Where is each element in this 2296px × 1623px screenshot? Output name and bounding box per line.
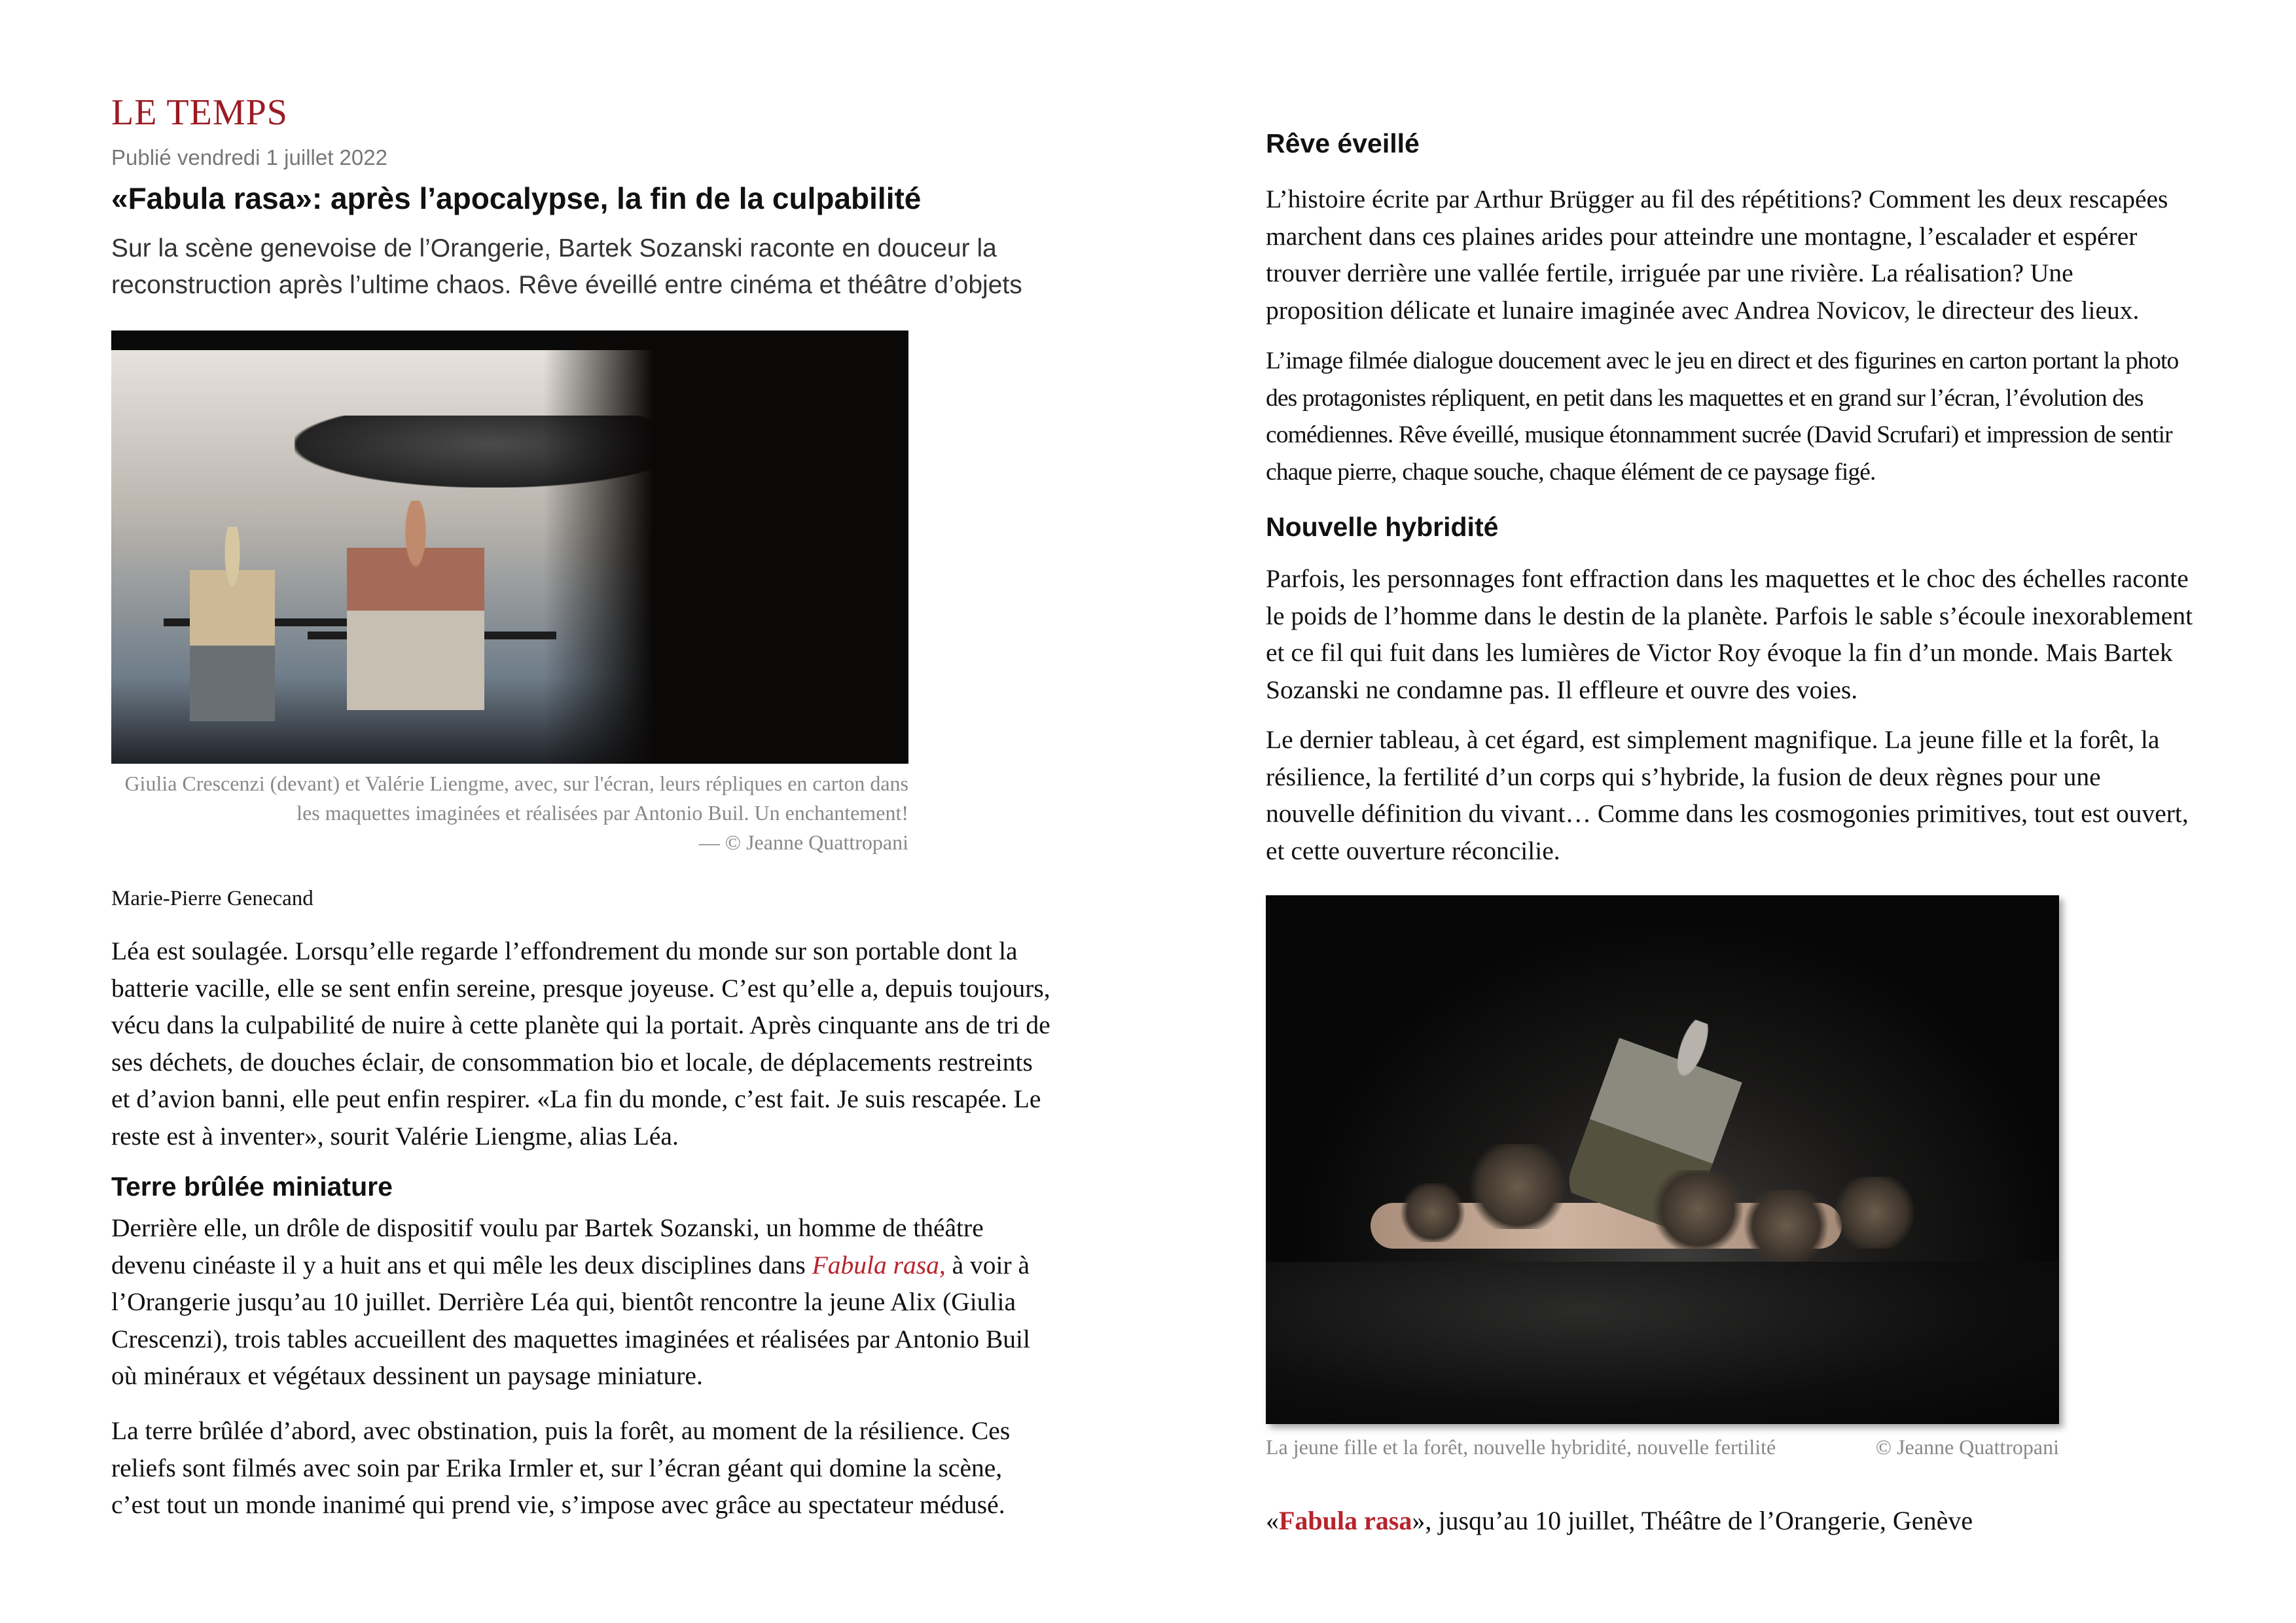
moss-clump bbox=[1397, 1183, 1469, 1242]
event-info bbox=[1266, 1505, 1973, 1536]
masthead-logo[interactable]: LE TEMPS bbox=[111, 92, 288, 133]
paragraph-text: Derrière elle, un drôle de dispositif voulu par Bartek Sozanski, un homme de théâtre devenu cinéaste il y a huit ans et qui mêle les deux disciplines dans bbox=[111, 1213, 984, 1279]
stage-floor bbox=[1266, 1262, 2059, 1424]
paragraph: Le dernier tableau, à cet égard, est simplement magnifique. La jeune fille et la forêt, la résilience, la fertilité d’un corps qui s’hybride, la fusion de deux règnes pour une nouvelle définition du vivant… Comme dans les cosmogonies primitives, tout est ouvert, et cette ouverture réconcilie. bbox=[1266, 725, 2189, 865]
actor-figure bbox=[347, 501, 484, 762]
play-title-link[interactable]: Fabula rasa, bbox=[812, 1250, 946, 1279]
paragraph-text: à voir à l’Orangerie jusqu’au 10 juillet. Derrière Léa qui, bientôt rencontre la jeune Alix (Giulia Crescenzi), trois tables accueillent des maquettes imaginées et réalisées par Antonio Buil où minéraux et végétaux dessinent un paysage miniature. bbox=[111, 1250, 1030, 1390]
section-heading: Nouvelle hybridité bbox=[1266, 512, 1499, 542]
stage-photo-1 bbox=[111, 330, 908, 764]
stage-shadow bbox=[543, 330, 908, 764]
caption-credit: © Jeanne Quattropani bbox=[1875, 1435, 2059, 1459]
paragraph: La terre brûlée d’abord, avec obstination, puis la forêt, au moment de la résilience. Ces reliefs sont filmés avec soin par Erika Irmler et, sur l’écran géant qui domine la scène, c’est tout un monde inanimé qui prend vie, s’impose avec grâce au spectateur médusé. bbox=[111, 1416, 1011, 1519]
caption-credit: — © Jeanne Quattropani bbox=[698, 830, 908, 854]
moss-clump bbox=[1737, 1190, 1835, 1262]
article-lead: Sur la scène genevoise de l’Orangerie, Bartek Sozanski raconte en douceur la reconstruction après l’ultime chaos. Rêve éveillé entre cinéma et théâtre d’objets bbox=[111, 234, 1022, 299]
author-byline[interactable]: Marie-Pierre Genecand bbox=[111, 887, 314, 910]
paragraph bbox=[111, 1209, 1054, 1395]
moss-clump bbox=[1462, 1144, 1573, 1229]
paragraph: L’image filmée dialogue doucement avec le jeu en direct et des figurines en carton portant la photo des protagonistes répliquent, en petit dans les maquettes et en grand sur l’écran, l’évolution des comédiennes. Rêve éveillé, musique étonnamment sucrée (David Scrufari) et impression de sentir chaque pierre, chaque souche, chaque élément de ce paysage figé. bbox=[1266, 348, 2179, 486]
section-heading: Terre brûlée miniature bbox=[111, 1171, 393, 1202]
publication-date: Publié vendredi 1 juillet 2022 bbox=[111, 145, 387, 169]
actor-figure bbox=[190, 527, 275, 743]
paragraph: L’histoire écrite par Arthur Brügger au fil des répétitions? Comment les deux rescapées marchent dans ces plaines arides pour atteindre une montagne, l’escalader et espérer trouver derrière une vallée fertile, irriguée par une rivière. La réalisation? Une proposition délicate et lunaire imaginée avec Andrea Novicov, le directeur des lieux. bbox=[1266, 185, 2168, 325]
moss-clump bbox=[1829, 1177, 1920, 1249]
moss-clump bbox=[1645, 1170, 1750, 1249]
paragraph: Parfois, les personnages font effraction dans les maquettes et le choc des échelles raconte le poids de l’homme dans le destin de la planète. Parfois le sable s’écoule inexorablement et ce fil qui fuit dans les lumières de Victor Roy évoque la fin d’un monde. Mais Bartek Sozanski ne condamne pas. Il effleure et ouvre des voies. bbox=[1266, 564, 2193, 704]
article-headline: «Fabula rasa»: après l’apocalypse, la fin de la culpabilité bbox=[111, 181, 922, 215]
stage-photo-2 bbox=[1266, 895, 2059, 1424]
event-title[interactable]: Fabula rasa bbox=[1279, 1506, 1412, 1535]
photo-caption bbox=[111, 769, 908, 857]
section-heading: Rêve éveillé bbox=[1266, 128, 1420, 158]
photo-caption bbox=[1266, 1435, 2059, 1459]
paragraph: Léa est soulagée. Lorsqu’elle regarde l’effondrement du monde sur son portable dont la batterie vacille, elle se sent enfin sereine, presque joyeuse. C’est qu’elle a, depuis toujours, vécu dans la culpabilité de nuire à cette planète qui la portait. Après cinquante ans de tri de ses déchets, de douches éclair, de consommation bio et locale, de déplacements restreints et d’avion banni, elle peut enfin respirer. «La fin du monde, c’est fait. Je suis rescapée. Le reste est à inventer», sourit Valérie Liengme, alias Léa. bbox=[111, 936, 1050, 1150]
caption-text: Giulia Crescenzi (devant) et Valérie Liengme, avec, sur l'écran, leurs répliques en carton dans les maquettes imaginées et réalisées par Antonio Buil. Un enchantement! bbox=[124, 772, 908, 825]
caption-text: La jeune fille et la forêt, nouvelle hybridité, nouvelle fertilité bbox=[1266, 1435, 1776, 1459]
event-details: », jusqu’au 10 juillet, Théâtre de l’Orangerie, Genève bbox=[1412, 1506, 1973, 1535]
quote-open: « bbox=[1266, 1506, 1279, 1535]
